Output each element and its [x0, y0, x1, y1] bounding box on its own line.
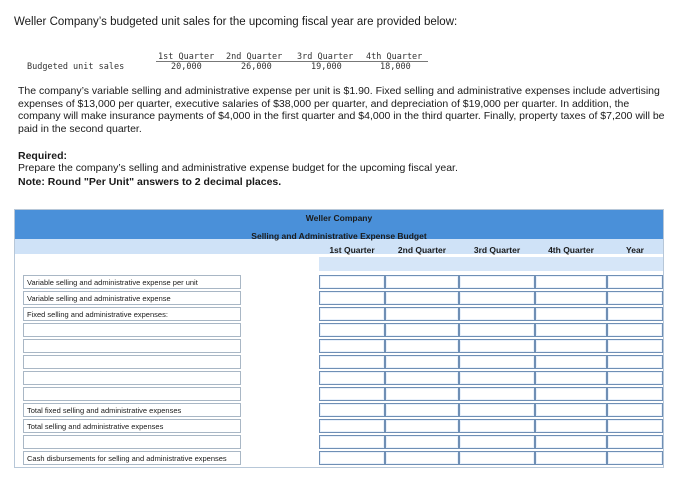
row-label: Total selling and administrative expenses [23, 419, 241, 433]
input-cell-4th-quarter[interactable] [535, 355, 607, 369]
required-text: Prepare the company’s selling and administrative expense budget for the upcoming fiscal year. [18, 162, 458, 174]
input-cell-year[interactable] [607, 403, 663, 417]
input-cell-2nd-quarter[interactable] [385, 403, 459, 417]
input-cell-year[interactable] [607, 307, 663, 321]
input-cell-2nd-quarter[interactable] [385, 307, 459, 321]
input-cell-4th-quarter[interactable] [535, 419, 607, 433]
intro-text: Weller Company’s budgeted unit sales for the upcoming fiscal year are provided below: [14, 16, 458, 28]
input-cell-3rd-quarter[interactable] [459, 323, 535, 337]
input-cell-4th-quarter[interactable] [535, 339, 607, 353]
col-header-q3: 3rd Quarter [473, 245, 521, 255]
sales-header-q1: 1st Quarter [158, 52, 215, 62]
input-cell-1st-quarter[interactable] [319, 403, 385, 417]
input-cell-3rd-quarter[interactable] [459, 275, 535, 289]
input-cell-4th-quarter[interactable] [535, 275, 607, 289]
input-cell-year[interactable] [607, 435, 663, 449]
sales-header-q3: 3rd Quarter [297, 52, 354, 62]
input-cell-1st-quarter[interactable] [319, 435, 385, 449]
input-cell-3rd-quarter[interactable] [459, 307, 535, 321]
input-cell-2nd-quarter[interactable] [385, 275, 459, 289]
input-cell-3rd-quarter[interactable] [459, 435, 535, 449]
input-cell-1st-quarter[interactable] [319, 291, 385, 305]
input-cell-2nd-quarter[interactable] [385, 451, 459, 465]
input-cell-1st-quarter[interactable] [319, 339, 385, 353]
sales-row-label: Budgeted unit sales [27, 62, 125, 72]
input-cell-year[interactable] [607, 275, 663, 289]
input-cell[interactable] [385, 387, 459, 401]
input-cell-3rd-quarter[interactable] [459, 419, 535, 433]
input-cell[interactable] [535, 387, 607, 401]
input-cell-year[interactable] [607, 451, 663, 465]
input-cell-2nd-quarter[interactable] [385, 355, 459, 369]
spacer-row [319, 257, 663, 271]
input-cell-2nd-quarter[interactable] [385, 419, 459, 433]
input-cell-year[interactable] [607, 323, 663, 337]
input-cell-1st-quarter[interactable] [319, 307, 385, 321]
input-cell-1st-quarter[interactable] [319, 275, 385, 289]
sales-value-q3: 19,000 [311, 62, 342, 72]
rounding-note: Note: Round "Per Unit" answers to 2 decimal places. [18, 176, 282, 188]
input-cell-3rd-quarter[interactable] [459, 451, 535, 465]
row-label[interactable] [23, 355, 241, 369]
row-label: Cash disbursements for selling and administrative expenses [23, 451, 241, 465]
input-cell-3rd-quarter[interactable] [459, 339, 535, 353]
input-cell-year[interactable] [607, 339, 663, 353]
budget-title: Selling and Administrative Expense Budget [251, 231, 427, 241]
row-label[interactable] [23, 339, 241, 353]
input-cell-1st-quarter[interactable] [319, 451, 385, 465]
sales-value-q1: 20,000 [171, 62, 202, 72]
sales-value-q2: 26,000 [241, 62, 272, 72]
required-label: Required: [18, 150, 68, 162]
input-cell-4th-quarter[interactable] [535, 403, 607, 417]
col-header-q4: 4th Quarter [548, 245, 594, 255]
input-cell-4th-quarter[interactable] [535, 435, 607, 449]
input-cell-year[interactable] [607, 419, 663, 433]
row-label[interactable] [23, 435, 241, 449]
input-cell-3rd-quarter[interactable] [459, 291, 535, 305]
input-cell-1st-quarter[interactable] [319, 371, 385, 385]
sales-header-q4: 4th Quarter [366, 52, 423, 62]
input-cell-1st-quarter[interactable] [319, 355, 385, 369]
input-cell-1st-quarter[interactable] [319, 419, 385, 433]
input-cell-2nd-quarter[interactable] [385, 435, 459, 449]
input-cell-2nd-quarter[interactable] [385, 323, 459, 337]
row-label: Variable selling and administrative expense [23, 291, 241, 305]
row-label[interactable] [23, 323, 241, 337]
input-cell-3rd-quarter[interactable] [459, 355, 535, 369]
col-header-q1: 1st Quarter [329, 245, 375, 255]
sales-value-q4: 18,000 [380, 62, 411, 72]
input-cell-3rd-quarter[interactable] [459, 371, 535, 385]
input-cell-2nd-quarter[interactable] [385, 291, 459, 305]
input-cell[interactable] [459, 387, 535, 401]
input-cell-3rd-quarter[interactable] [459, 403, 535, 417]
input-cell-2nd-quarter[interactable] [385, 339, 459, 353]
input-cell-year[interactable] [607, 291, 663, 305]
input-cell[interactable] [319, 387, 385, 401]
input-cell-1st-quarter[interactable] [319, 323, 385, 337]
budget-company: Weller Company [305, 213, 373, 223]
input-cell-4th-quarter[interactable] [535, 451, 607, 465]
row-label[interactable] [23, 371, 241, 385]
input-cell-2nd-quarter[interactable] [385, 371, 459, 385]
col-header-year: Year [626, 245, 644, 255]
row-label-blank[interactable] [23, 387, 241, 401]
input-cell-4th-quarter[interactable] [535, 307, 607, 321]
row-label: Total fixed selling and administrative expenses [23, 403, 241, 417]
row-label: Variable selling and administrative expense per unit [23, 275, 241, 289]
sales-header-q2: 2nd Quarter [226, 52, 283, 62]
row-label: Fixed selling and administrative expenses: [23, 307, 241, 321]
input-cell-4th-quarter[interactable] [535, 291, 607, 305]
input-cell[interactable] [607, 387, 663, 401]
budget-worksheet [14, 209, 664, 468]
input-cell-year[interactable] [607, 355, 663, 369]
col-header-q2: 2nd Quarter [397, 245, 447, 255]
input-cell-4th-quarter[interactable] [535, 323, 607, 337]
problem-description: The company’s variable selling and administrative expense per unit is $1.90. Fixed selling and administrative expenses include advertising expenses of $13,000 per quarter, executive salaries of $38,000 per quarter, and depreciation of $19,000 per quarter. In addition, the company will make insurance payments of $4,000 in the first quarter and $4,000 in the third quarter. Finally, property taxes of $7,200 will be paid in the second quarter. [18, 85, 665, 135]
input-cell-year[interactable] [607, 371, 663, 385]
input-cell-4th-quarter[interactable] [535, 371, 607, 385]
